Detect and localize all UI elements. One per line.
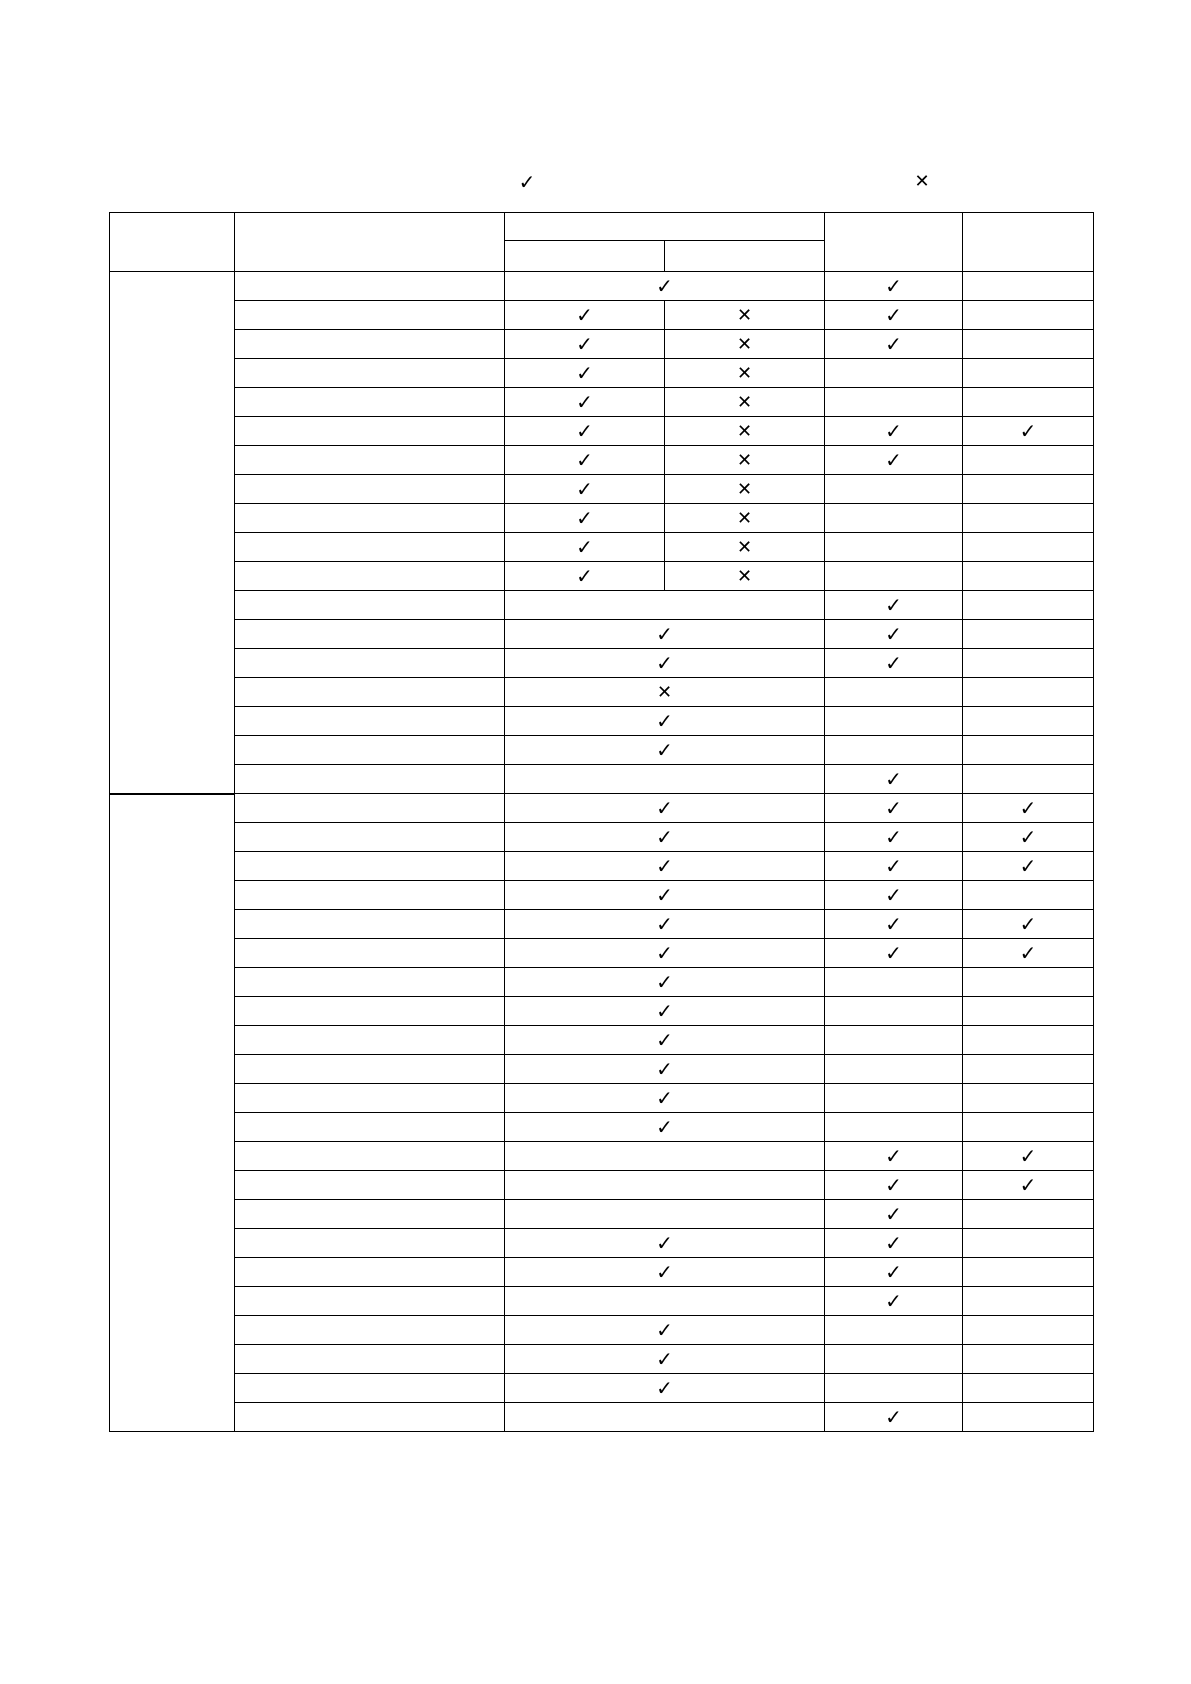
col-e-cell [963, 359, 1094, 388]
col-d-cell [825, 823, 963, 852]
col-d-cell [825, 1171, 963, 1200]
item-cell [235, 997, 505, 1026]
group-merged-cell [505, 1374, 825, 1403]
col-e-cell [963, 707, 1094, 736]
check-icon: ✓ [1019, 795, 1037, 820]
col-e-cell [963, 475, 1094, 504]
col-d-cell [825, 1084, 963, 1113]
group-sub-a-cell [505, 330, 665, 359]
table-body [110, 213, 1094, 1432]
item-cell [235, 1171, 505, 1200]
item-cell [235, 1200, 505, 1229]
item-cell [235, 359, 505, 388]
header-group [505, 213, 825, 241]
table-row [110, 1287, 1094, 1316]
table-row [110, 562, 1094, 591]
check-icon: ✓ [576, 331, 593, 356]
item-cell [235, 1055, 505, 1084]
item-cell [235, 1026, 505, 1055]
check-icon: ✓ [656, 273, 673, 298]
check-icon: ✓ [656, 708, 673, 733]
col-d-cell [825, 1374, 963, 1403]
check-icon: ✓ [576, 476, 593, 501]
group-sub-b-cell [665, 533, 825, 562]
item-cell [235, 562, 505, 591]
group-merged-cell [505, 678, 825, 707]
group-sub-a-cell [505, 475, 665, 504]
col-d-cell [825, 1316, 963, 1345]
table-row [110, 1055, 1094, 1084]
col-e-cell [963, 1026, 1094, 1055]
col-e-cell [963, 1113, 1094, 1142]
check-icon: ✓ [518, 170, 536, 194]
cross-icon: ✕ [736, 478, 753, 500]
cross-icon: ✕ [736, 565, 753, 587]
col-e-cell [963, 330, 1094, 359]
item-cell [235, 330, 505, 359]
group-merged-cell [505, 1316, 825, 1345]
header-row [110, 213, 1094, 241]
check-icon: ✓ [885, 853, 902, 878]
check-icon: ✓ [656, 621, 673, 646]
group-sub-b-cell [665, 388, 825, 417]
item-cell [235, 852, 505, 881]
item-cell [235, 765, 505, 794]
group-merged-cell [505, 852, 825, 881]
check-icon: ✓ [656, 1027, 673, 1052]
col-e-cell [963, 1258, 1094, 1287]
check-icon: ✓ [885, 824, 902, 849]
col-e-cell [963, 591, 1094, 620]
item-cell [235, 1403, 505, 1432]
item-cell [235, 533, 505, 562]
col-e-cell [963, 1200, 1094, 1229]
table-row [110, 301, 1094, 330]
col-d-cell [825, 591, 963, 620]
table-row [110, 388, 1094, 417]
col-e-cell [963, 939, 1094, 968]
check-icon: ✓ [885, 592, 902, 617]
item-cell [235, 417, 505, 446]
group-sub-a-cell [505, 359, 665, 388]
col-d-cell [825, 359, 963, 388]
col-d-cell [825, 939, 963, 968]
header-category [110, 213, 235, 272]
group-merged-cell [505, 649, 825, 678]
table-row [110, 852, 1094, 881]
group-sub-b-cell [665, 330, 825, 359]
item-cell [235, 620, 505, 649]
check-icon: ✓ [885, 911, 902, 936]
check-icon: ✓ [1019, 418, 1037, 443]
col-e-cell [963, 910, 1094, 939]
table-row [110, 707, 1094, 736]
check-icon: ✓ [656, 1346, 673, 1371]
group-merged-cell [505, 968, 825, 997]
table-row [110, 504, 1094, 533]
table-row [110, 765, 1094, 794]
table-row [110, 649, 1094, 678]
cross-icon: ✕ [736, 362, 753, 384]
group-sub-b-cell [665, 446, 825, 475]
check-icon: ✓ [1019, 1172, 1037, 1197]
col-d-cell [825, 765, 963, 794]
col-d-cell [825, 562, 963, 591]
table-row [110, 591, 1094, 620]
col-e-cell [963, 1084, 1094, 1113]
table-row [110, 1084, 1094, 1113]
group-merged-cell [505, 1142, 825, 1171]
check-icon: ✓ [885, 447, 902, 472]
col-d-cell [825, 1113, 963, 1142]
group-merged-cell [505, 620, 825, 649]
group-sub-b-cell [665, 417, 825, 446]
item-cell [235, 446, 505, 475]
header-col-e [963, 213, 1094, 272]
item-cell [235, 678, 505, 707]
group-merged-cell [505, 1084, 825, 1113]
col-d-cell [825, 1142, 963, 1171]
item-cell [235, 388, 505, 417]
cross-icon: ✕ [736, 304, 753, 326]
col-e-cell [963, 272, 1094, 301]
group-merged-cell [505, 823, 825, 852]
item-cell [235, 301, 505, 330]
check-icon: ✓ [656, 882, 673, 907]
check-icon: ✓ [576, 302, 593, 327]
col-e-cell [963, 1055, 1094, 1084]
check-icon: ✓ [656, 940, 673, 965]
table-row [110, 1258, 1094, 1287]
check-icon: ✓ [656, 969, 673, 994]
check-icon: ✓ [656, 824, 673, 849]
check-icon: ✓ [885, 1172, 902, 1197]
group-merged-cell [505, 707, 825, 736]
col-d-cell [825, 1258, 963, 1287]
col-e-cell [963, 736, 1094, 765]
check-icon: ✓ [1019, 1143, 1037, 1168]
col-d-cell [825, 533, 963, 562]
col-d-cell [825, 475, 963, 504]
cross-icon: ✕ [736, 507, 753, 529]
header-group-sub-b [665, 241, 825, 272]
group-sub-b-cell [665, 562, 825, 591]
col-e-cell [963, 1345, 1094, 1374]
check-icon: ✓ [656, 1375, 673, 1400]
comparison-table [109, 212, 1094, 1432]
group-sub-a-cell [505, 301, 665, 330]
group-merged-cell [505, 794, 825, 823]
group-merged-cell [505, 736, 825, 765]
table-row [110, 1345, 1094, 1374]
group-sub-b-cell [665, 359, 825, 388]
col-d-cell [825, 997, 963, 1026]
group-sub-a-cell [505, 446, 665, 475]
check-icon: ✓ [885, 1230, 902, 1255]
check-icon: ✓ [656, 1317, 673, 1342]
col-e-cell [963, 446, 1094, 475]
category-cell [110, 794, 235, 1432]
table-row [110, 910, 1094, 939]
check-icon: ✓ [885, 1404, 902, 1429]
check-icon: ✓ [885, 1288, 902, 1313]
group-merged-cell [505, 1200, 825, 1229]
item-cell [235, 1258, 505, 1287]
col-e-cell [963, 1171, 1094, 1200]
group-merged-cell [505, 1403, 825, 1432]
col-e-cell [963, 1287, 1094, 1316]
table-row [110, 1026, 1094, 1055]
col-e-cell [963, 1142, 1094, 1171]
col-e-cell [963, 765, 1094, 794]
col-e-cell [963, 417, 1094, 446]
cross-icon: ✕ [656, 681, 673, 703]
item-cell [235, 968, 505, 997]
col-d-cell [825, 330, 963, 359]
legend-cross-icon [910, 170, 934, 194]
col-d-cell [825, 1287, 963, 1316]
table-row [110, 939, 1094, 968]
group-merged-cell [505, 1345, 825, 1374]
check-icon: ✓ [576, 418, 593, 443]
col-d-cell [825, 1026, 963, 1055]
col-e-cell [963, 968, 1094, 997]
header-col-d [825, 213, 963, 272]
check-icon: ✓ [576, 534, 593, 559]
cross-icon: ✕ [736, 449, 753, 471]
category-cell [110, 272, 235, 794]
table-row [110, 968, 1094, 997]
item-cell [235, 1316, 505, 1345]
check-icon: ✓ [656, 650, 673, 675]
check-icon: ✓ [576, 360, 593, 385]
check-icon: ✓ [656, 998, 673, 1023]
group-sub-b-cell [665, 475, 825, 504]
check-icon: ✓ [656, 795, 673, 820]
col-e-cell [963, 562, 1094, 591]
table-row [110, 417, 1094, 446]
group-sub-a-cell [505, 533, 665, 562]
table-row [110, 272, 1094, 301]
table-row [110, 1403, 1094, 1432]
col-e-cell [963, 504, 1094, 533]
group-merged-cell [505, 1258, 825, 1287]
group-merged-cell [505, 910, 825, 939]
col-e-cell [963, 678, 1094, 707]
col-e-cell [963, 533, 1094, 562]
check-icon: ✓ [885, 331, 902, 356]
check-icon: ✓ [1019, 824, 1037, 849]
legend-check-icon [515, 170, 539, 194]
col-d-cell [825, 301, 963, 330]
item-cell [235, 475, 505, 504]
col-d-cell [825, 446, 963, 475]
table-row [110, 678, 1094, 707]
table-row [110, 823, 1094, 852]
check-icon: ✓ [656, 1056, 673, 1081]
col-d-cell [825, 1403, 963, 1432]
col-d-cell [825, 707, 963, 736]
item-cell [235, 1229, 505, 1258]
col-d-cell [825, 1345, 963, 1374]
group-merged-cell [505, 1026, 825, 1055]
group-merged-cell [505, 1287, 825, 1316]
cross-icon: ✕ [736, 391, 753, 413]
col-e-cell [963, 1374, 1094, 1403]
check-icon: ✓ [885, 1259, 902, 1284]
group-sub-b-cell [665, 301, 825, 330]
item-cell [235, 1374, 505, 1403]
col-d-cell [825, 1229, 963, 1258]
table-row [110, 881, 1094, 910]
item-cell [235, 823, 505, 852]
item-cell [235, 1084, 505, 1113]
item-cell [235, 881, 505, 910]
header-item [235, 213, 505, 272]
group-merged-cell [505, 591, 825, 620]
table-row [110, 997, 1094, 1026]
check-icon: ✓ [885, 302, 902, 327]
col-d-cell [825, 649, 963, 678]
col-d-cell [825, 620, 963, 649]
item-cell [235, 1113, 505, 1142]
check-icon: ✓ [576, 505, 593, 530]
check-icon: ✓ [656, 1230, 673, 1255]
cross-icon: ✕ [736, 420, 753, 442]
col-e-cell [963, 649, 1094, 678]
cross-icon: ✕ [736, 536, 753, 558]
col-d-cell [825, 794, 963, 823]
check-icon: ✓ [576, 563, 593, 588]
check-icon: ✓ [656, 1085, 673, 1110]
check-icon: ✓ [885, 1143, 902, 1168]
col-d-cell [825, 881, 963, 910]
col-d-cell [825, 678, 963, 707]
col-d-cell [825, 910, 963, 939]
check-icon: ✓ [576, 447, 593, 472]
col-e-cell [963, 881, 1094, 910]
item-cell [235, 591, 505, 620]
col-e-cell [963, 1229, 1094, 1258]
item-cell [235, 649, 505, 678]
group-sub-b-cell [665, 504, 825, 533]
check-icon: ✓ [885, 418, 902, 443]
group-sub-a-cell [505, 562, 665, 591]
check-icon: ✓ [576, 389, 593, 414]
table-row [110, 1142, 1094, 1171]
group-sub-a-cell [505, 417, 665, 446]
col-e-cell [963, 1403, 1094, 1432]
cross-icon: ✕ [736, 333, 753, 355]
check-icon: ✓ [885, 1201, 902, 1226]
check-icon: ✓ [885, 621, 902, 646]
check-icon: ✓ [656, 853, 673, 878]
check-icon: ✓ [885, 766, 902, 791]
group-merged-cell [505, 1113, 825, 1142]
group-sub-a-cell [505, 504, 665, 533]
col-d-cell [825, 736, 963, 765]
table-row [110, 359, 1094, 388]
group-merged-cell [505, 1171, 825, 1200]
col-d-cell [825, 852, 963, 881]
check-icon: ✓ [656, 737, 673, 762]
item-cell [235, 504, 505, 533]
col-e-cell [963, 997, 1094, 1026]
table-row [110, 736, 1094, 765]
table-row [110, 1374, 1094, 1403]
col-d-cell [825, 272, 963, 301]
group-merged-cell [505, 1229, 825, 1258]
col-d-cell [825, 1200, 963, 1229]
col-e-cell [963, 794, 1094, 823]
item-cell [235, 1142, 505, 1171]
col-d-cell [825, 417, 963, 446]
table-row [110, 330, 1094, 359]
col-e-cell [963, 620, 1094, 649]
table-row [110, 1200, 1094, 1229]
item-cell [235, 939, 505, 968]
col-e-cell [963, 823, 1094, 852]
item-cell [235, 1287, 505, 1316]
check-icon: ✓ [885, 650, 902, 675]
check-icon: ✓ [1019, 853, 1037, 878]
group-merged-cell [505, 1055, 825, 1084]
col-e-cell [963, 852, 1094, 881]
check-icon: ✓ [885, 882, 902, 907]
check-icon: ✓ [656, 1259, 673, 1284]
check-icon: ✓ [656, 911, 673, 936]
check-icon: ✓ [1019, 940, 1037, 965]
table-row [110, 446, 1094, 475]
table-row [110, 475, 1094, 504]
table-row [110, 1316, 1094, 1345]
col-e-cell [963, 301, 1094, 330]
table-row [110, 1229, 1094, 1258]
col-e-cell [963, 1316, 1094, 1345]
cross-icon: ✕ [914, 171, 930, 192]
check-icon: ✓ [1019, 911, 1037, 936]
col-e-cell [963, 388, 1094, 417]
col-d-cell [825, 504, 963, 533]
check-icon: ✓ [885, 273, 902, 298]
table-row [110, 1113, 1094, 1142]
check-icon: ✓ [885, 940, 902, 965]
table-row [110, 620, 1094, 649]
col-d-cell [825, 968, 963, 997]
group-merged-cell [505, 939, 825, 968]
table-row [110, 1171, 1094, 1200]
group-merged-cell [505, 765, 825, 794]
table-row [110, 794, 1094, 823]
item-cell [235, 910, 505, 939]
check-icon: ✓ [885, 795, 902, 820]
col-d-cell [825, 1055, 963, 1084]
item-cell [235, 1345, 505, 1374]
item-cell [235, 794, 505, 823]
group-merged-cell [505, 272, 825, 301]
item-cell [235, 736, 505, 765]
group-sub-a-cell [505, 388, 665, 417]
table-row [110, 533, 1094, 562]
item-cell [235, 707, 505, 736]
check-icon: ✓ [656, 1114, 673, 1139]
col-d-cell [825, 388, 963, 417]
header-group-sub-a [505, 241, 665, 272]
item-cell [235, 272, 505, 301]
group-merged-cell [505, 881, 825, 910]
group-merged-cell [505, 997, 825, 1026]
